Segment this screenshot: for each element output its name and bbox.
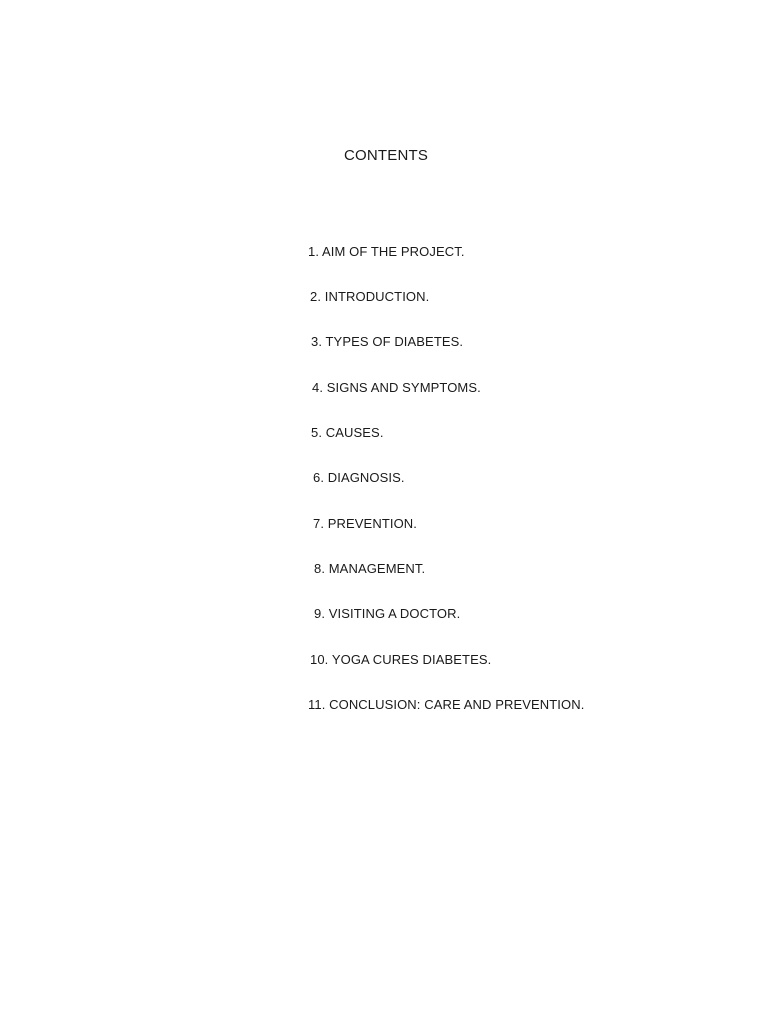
toc-item-visiting-doctor: 9. VISITING A DOCTOR. <box>314 606 461 621</box>
toc-item-types: 3. TYPES OF DIABETES. <box>311 334 464 349</box>
toc-item-diagnosis: 6. DIAGNOSIS. <box>313 470 405 485</box>
toc-item-aim: 1. AIM OF THE PROJECT. <box>308 244 465 259</box>
toc-item-conclusion: 11. CONCLUSION: CARE AND PREVENTION. <box>308 697 585 712</box>
toc-item-causes: 5. CAUSES. <box>311 425 384 440</box>
toc-item-management: 8. MANAGEMENT. <box>314 561 426 576</box>
contents-title: CONTENTS <box>344 147 429 164</box>
toc-item-prevention: 7. PREVENTION. <box>313 516 417 531</box>
toc-item-introduction: 2. INTRODUCTION. <box>310 289 430 304</box>
toc-item-yoga: 10. YOGA CURES DIABETES. <box>310 652 492 667</box>
toc-item-signs-symptoms: 4. SIGNS AND SYMPTOMS. <box>312 380 481 395</box>
